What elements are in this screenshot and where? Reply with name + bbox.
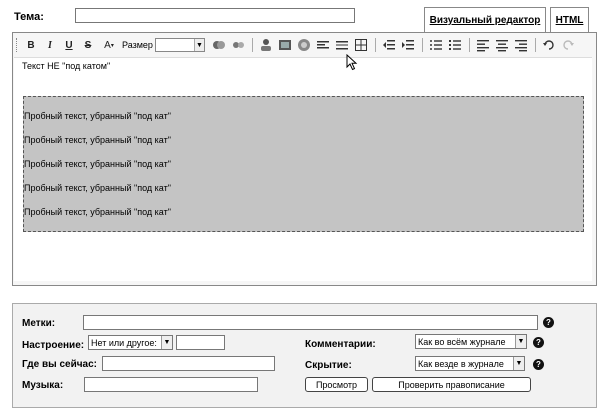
toolbar-separator: [422, 38, 423, 52]
subject-input[interactable]: [75, 8, 355, 23]
bold-button[interactable]: B: [27, 39, 35, 51]
align-center-icon[interactable]: [494, 37, 510, 53]
unlink-icon[interactable]: [230, 37, 246, 53]
preview-button[interactable]: Просмотр: [305, 377, 368, 392]
cut-text-line: Пробный текст, убранный "под кат": [24, 111, 171, 121]
privacy-select[interactable]: [415, 356, 525, 371]
toolbar-grip: [16, 38, 19, 52]
music-input[interactable]: [84, 377, 258, 392]
cut-icon[interactable]: [315, 37, 331, 53]
redo-icon[interactable]: [560, 37, 576, 53]
spellcheck-button[interactable]: Проверить правописание: [372, 377, 531, 392]
outdent-icon[interactable]: [381, 37, 397, 53]
toolbar-separator: [252, 38, 253, 52]
mouse-cursor-icon: [346, 54, 358, 71]
editor-text-not-cut: Текст НЕ "под катом": [22, 61, 111, 71]
underline-button[interactable]: U: [65, 39, 73, 51]
cut-text-line: Пробный текст, убранный "под кат": [24, 159, 171, 169]
privacy-select-value: Как везде в журнале: [418, 358, 504, 369]
comments-label: Комментарии:: [305, 339, 376, 350]
toolbar-separator: [469, 38, 470, 52]
size-label: Размер: [122, 40, 153, 50]
link-icon[interactable]: [211, 37, 227, 53]
cut-text-line: Пробный текст, убранный "под кат": [24, 135, 171, 145]
bullet-list-icon[interactable]: [428, 37, 444, 53]
location-label: Где вы сейчас:: [22, 359, 97, 370]
subject-label: Тема:: [14, 11, 44, 23]
help-icon[interactable]: ?: [543, 317, 554, 328]
chevron-down-icon: ▼: [515, 335, 526, 348]
comments-select[interactable]: [415, 334, 527, 349]
italic-button[interactable]: I: [48, 39, 52, 51]
chevron-down-icon: ▼: [513, 357, 524, 370]
font-color-button[interactable]: A ▾: [104, 39, 114, 51]
comments-select-value: Как во всём журнале: [418, 336, 506, 347]
mood-select[interactable]: [88, 335, 173, 350]
help-icon[interactable]: ?: [533, 359, 544, 370]
mood-select-value: Нет или другое:: [91, 337, 157, 348]
music-label: Музыка:: [22, 380, 64, 391]
help-icon[interactable]: ?: [533, 337, 544, 348]
tab-visual-editor[interactable]: Визуальный редактор: [424, 7, 546, 33]
user-icon[interactable]: [258, 37, 274, 53]
undo-icon[interactable]: [541, 37, 557, 53]
tags-input[interactable]: [83, 315, 538, 330]
cut-text-line: Пробный текст, убранный "под кат": [24, 207, 171, 217]
align-right-icon[interactable]: [513, 37, 529, 53]
privacy-label: Скрытие:: [305, 360, 352, 371]
chevron-down-icon: ▼: [161, 336, 172, 349]
chevron-down-icon: ▼: [194, 39, 204, 51]
toolbar-separator: [375, 38, 376, 52]
tags-label: Метки:: [22, 318, 56, 329]
numbered-list-icon[interactable]: [447, 37, 463, 53]
font-size-select[interactable]: [155, 38, 205, 52]
mood-custom-input[interactable]: [176, 335, 225, 350]
table-icon[interactable]: [353, 37, 369, 53]
tab-html[interactable]: HTML: [550, 7, 589, 33]
editor-toolbar: [16, 36, 591, 54]
mood-label: Настроение:: [22, 340, 85, 351]
align-left-icon[interactable]: [475, 37, 491, 53]
font-color-icon: A: [104, 39, 111, 51]
image-icon[interactable]: [277, 37, 293, 53]
spoiler-icon[interactable]: [334, 37, 350, 53]
indent-icon[interactable]: [400, 37, 416, 53]
toolbar-separator: [535, 38, 536, 52]
location-input[interactable]: [102, 356, 275, 371]
cut-text-line: Пробный текст, убранный "под кат": [24, 183, 171, 193]
lj-cut-block[interactable]: [23, 96, 584, 232]
strikethrough-button[interactable]: S: [84, 39, 92, 51]
media-icon[interactable]: [296, 37, 312, 53]
